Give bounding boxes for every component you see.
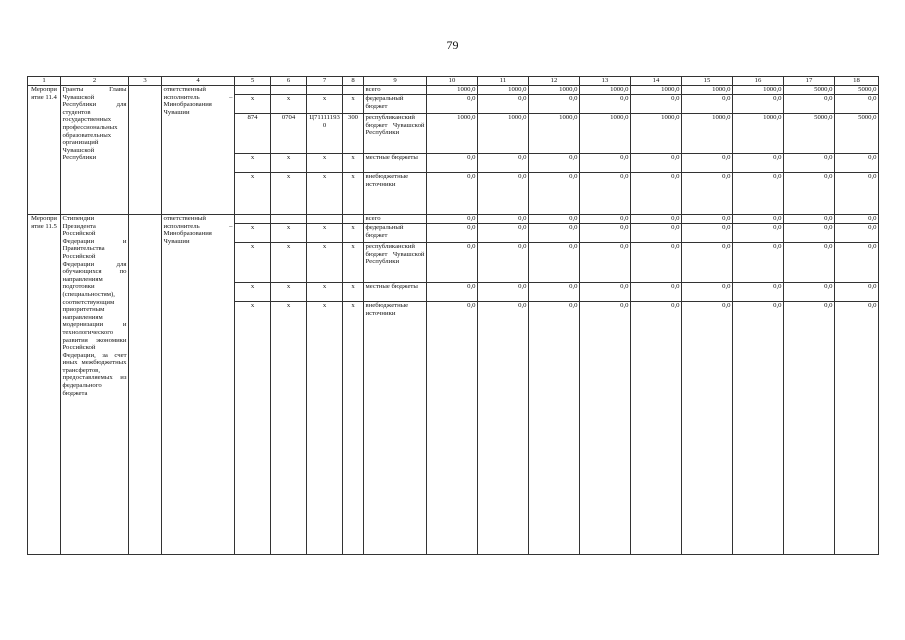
value-cell: 0,0 bbox=[478, 224, 529, 243]
executor-cell: ответственный исполнитель – Минобразования Чувашии bbox=[162, 215, 235, 555]
value-cell: 0,0 bbox=[835, 224, 879, 243]
value-cell: 0,0 bbox=[682, 283, 733, 302]
empty-cell bbox=[129, 215, 162, 555]
value-cell: 0,0 bbox=[478, 173, 529, 215]
value-cell: 0,0 bbox=[835, 95, 879, 114]
value-cell: 0,0 bbox=[631, 302, 682, 555]
value-cell: 0,0 bbox=[478, 302, 529, 555]
value-cell: 1000,0 bbox=[733, 114, 784, 154]
value-cell: 0,0 bbox=[427, 302, 478, 555]
expense-type-cell bbox=[343, 215, 364, 224]
col-header-4: 4 bbox=[162, 77, 235, 86]
value-cell: 1000,0 bbox=[478, 114, 529, 154]
value-cell: 1000,0 bbox=[529, 86, 580, 95]
value-cell: 1000,0 bbox=[427, 114, 478, 154]
funding-source-cell: местные бюджеты bbox=[364, 283, 427, 302]
value-cell: 0,0 bbox=[835, 173, 879, 215]
section-code-cell: х bbox=[271, 243, 307, 283]
value-cell: 0,0 bbox=[427, 243, 478, 283]
value-cell: 0,0 bbox=[784, 173, 835, 215]
value-cell: 0,0 bbox=[580, 302, 631, 555]
section-code-cell: х bbox=[271, 173, 307, 215]
col-header-9: 9 bbox=[364, 77, 427, 86]
value-cell: 0,0 bbox=[529, 243, 580, 283]
funding-table bbox=[27, 76, 879, 555]
expense-type-cell: х bbox=[343, 243, 364, 283]
value-cell: 0,0 bbox=[631, 154, 682, 173]
value-cell: 0,0 bbox=[784, 154, 835, 173]
value-cell: 0,0 bbox=[580, 215, 631, 224]
event-name-cell: Стипендии Президента Российской Федерации и Правительства Российской Федерации для обучающихся по направлениям подготовки (специальностям), соответствующим приоритетным направлениям модернизации и технологического развития экономики Российской Федерации, за счет иных межбюджетных трансфертов, предоставляемых из федерального бюджета bbox=[61, 215, 129, 555]
value-cell: 0,0 bbox=[427, 215, 478, 224]
value-cell: 0,0 bbox=[733, 154, 784, 173]
empty-cell bbox=[129, 86, 162, 215]
col-header-2: 2 bbox=[61, 77, 129, 86]
value-cell: 0,0 bbox=[733, 243, 784, 283]
target-article-cell bbox=[307, 86, 343, 95]
target-article-cell bbox=[307, 215, 343, 224]
target-article-cell: х bbox=[307, 283, 343, 302]
expense-type-cell bbox=[343, 86, 364, 95]
section-code-cell: х bbox=[271, 224, 307, 243]
value-cell: 1000,0 bbox=[427, 86, 478, 95]
expense-type-cell: х bbox=[343, 95, 364, 114]
target-article-cell: х bbox=[307, 95, 343, 114]
value-cell: 0,0 bbox=[784, 302, 835, 555]
value-cell: 0,0 bbox=[529, 215, 580, 224]
col-header-15: 15 bbox=[682, 77, 733, 86]
value-cell: 0,0 bbox=[733, 283, 784, 302]
section-code-cell: х bbox=[271, 283, 307, 302]
value-cell: 0,0 bbox=[733, 224, 784, 243]
value-cell: 0,0 bbox=[682, 95, 733, 114]
target-article-cell: х bbox=[307, 154, 343, 173]
value-cell: 0,0 bbox=[835, 154, 879, 173]
expense-type-cell: х bbox=[343, 173, 364, 215]
grbs-code-cell: х bbox=[235, 154, 271, 173]
value-cell: 0,0 bbox=[478, 154, 529, 173]
grbs-code-cell: х bbox=[235, 243, 271, 283]
col-header-12: 12 bbox=[529, 77, 580, 86]
value-cell: 0,0 bbox=[529, 95, 580, 114]
funding-source-cell: внебюджетные источники bbox=[364, 302, 427, 555]
value-cell: 0,0 bbox=[682, 173, 733, 215]
value-cell: 0,0 bbox=[580, 173, 631, 215]
grbs-code-cell: х bbox=[235, 224, 271, 243]
value-cell: 5000,0 bbox=[784, 86, 835, 95]
table-row bbox=[28, 215, 879, 224]
value-cell: 0,0 bbox=[682, 154, 733, 173]
grbs-code-cell: х bbox=[235, 95, 271, 114]
value-cell: 0,0 bbox=[631, 173, 682, 215]
col-header-6: 6 bbox=[271, 77, 307, 86]
col-header-14: 14 bbox=[631, 77, 682, 86]
value-cell: 0,0 bbox=[580, 224, 631, 243]
value-cell: 0,0 bbox=[631, 243, 682, 283]
col-header-8: 8 bbox=[343, 77, 364, 86]
col-header-16: 16 bbox=[733, 77, 784, 86]
col-header-13: 13 bbox=[580, 77, 631, 86]
value-cell: 0,0 bbox=[427, 95, 478, 114]
section-code-cell: х bbox=[271, 95, 307, 114]
value-cell: 0,0 bbox=[478, 243, 529, 283]
value-cell: 5000,0 bbox=[784, 114, 835, 154]
value-cell: 0,0 bbox=[478, 215, 529, 224]
page-number: 79 bbox=[446, 38, 459, 52]
grbs-code-cell: х bbox=[235, 302, 271, 555]
target-article-cell: х bbox=[307, 224, 343, 243]
value-cell: 1000,0 bbox=[733, 86, 784, 95]
header-row bbox=[28, 77, 879, 86]
value-cell: 0,0 bbox=[784, 215, 835, 224]
value-cell: 1000,0 bbox=[682, 114, 733, 154]
value-cell: 0,0 bbox=[682, 215, 733, 224]
value-cell: 5000,0 bbox=[835, 114, 879, 154]
value-cell: 1000,0 bbox=[478, 86, 529, 95]
value-cell: 0,0 bbox=[784, 283, 835, 302]
value-cell: 0,0 bbox=[427, 154, 478, 173]
value-cell: 0,0 bbox=[529, 224, 580, 243]
value-cell: 0,0 bbox=[682, 243, 733, 283]
value-cell: 0,0 bbox=[529, 302, 580, 555]
table-row bbox=[28, 86, 879, 95]
funding-source-cell: федеральный бюджет bbox=[364, 224, 427, 243]
expense-type-cell: х bbox=[343, 283, 364, 302]
value-cell: 0,0 bbox=[835, 283, 879, 302]
value-cell: 0,0 bbox=[529, 154, 580, 173]
expense-type-cell: х bbox=[343, 224, 364, 243]
value-cell: 0,0 bbox=[478, 95, 529, 114]
value-cell: 1000,0 bbox=[631, 86, 682, 95]
grbs-code-cell: х bbox=[235, 283, 271, 302]
value-cell: 0,0 bbox=[478, 283, 529, 302]
value-cell: 0,0 bbox=[733, 302, 784, 555]
funding-source-cell: всего bbox=[364, 215, 427, 224]
value-cell: 0,0 bbox=[631, 224, 682, 243]
value-cell: 0,0 bbox=[427, 224, 478, 243]
executor-cell: ответственный исполнитель – Минобразования Чувашии bbox=[162, 86, 235, 215]
event-number-cell: Мероприятие 11.4 bbox=[28, 86, 61, 215]
event-number-cell: Мероприятие 11.5 bbox=[28, 215, 61, 555]
value-cell: 1000,0 bbox=[580, 114, 631, 154]
value-cell: 1000,0 bbox=[580, 86, 631, 95]
section-code-cell bbox=[271, 86, 307, 95]
col-header-11: 11 bbox=[478, 77, 529, 86]
target-article-cell: х bbox=[307, 173, 343, 215]
funding-source-cell: республиканский бюджет Чувашской Республики bbox=[364, 114, 427, 154]
expense-type-cell: х bbox=[343, 154, 364, 173]
value-cell: 0,0 bbox=[631, 95, 682, 114]
value-cell: 5000,0 bbox=[835, 86, 879, 95]
value-cell: 1000,0 bbox=[682, 86, 733, 95]
target-article-cell: х bbox=[307, 243, 343, 283]
funding-source-cell: республиканский бюджет Чувашской Республики bbox=[364, 243, 427, 283]
target-article-cell: Ц711111930 bbox=[307, 114, 343, 154]
expense-type-cell: 300 bbox=[343, 114, 364, 154]
funding-source-cell: всего bbox=[364, 86, 427, 95]
value-cell: 0,0 bbox=[682, 302, 733, 555]
value-cell: 0,0 bbox=[733, 215, 784, 224]
col-header-7: 7 bbox=[307, 77, 343, 86]
value-cell: 0,0 bbox=[427, 173, 478, 215]
value-cell: 0,0 bbox=[784, 95, 835, 114]
col-header-17: 17 bbox=[784, 77, 835, 86]
value-cell: 0,0 bbox=[580, 154, 631, 173]
value-cell: 0,0 bbox=[835, 215, 879, 224]
grbs-code-cell bbox=[235, 86, 271, 95]
section-code-cell bbox=[271, 215, 307, 224]
grbs-code-cell: 874 bbox=[235, 114, 271, 154]
value-cell: 0,0 bbox=[835, 243, 879, 283]
funding-source-cell: местные бюджеты bbox=[364, 154, 427, 173]
value-cell: 0,0 bbox=[631, 283, 682, 302]
section-code-cell: х bbox=[271, 154, 307, 173]
col-header-10: 10 bbox=[427, 77, 478, 86]
funding-source-cell: внебюджетные источники bbox=[364, 173, 427, 215]
value-cell: 1000,0 bbox=[631, 114, 682, 154]
value-cell: 1000,0 bbox=[529, 114, 580, 154]
target-article-cell: х bbox=[307, 302, 343, 555]
expense-type-cell: х bbox=[343, 302, 364, 555]
event-name-cell: Гранты Главы Чувашской Республики для студентов государственных профессиональных образовательных организаций Чувашской Республики bbox=[61, 86, 129, 215]
value-cell: 0,0 bbox=[580, 243, 631, 283]
col-header-5: 5 bbox=[235, 77, 271, 86]
value-cell: 0,0 bbox=[580, 95, 631, 114]
value-cell: 0,0 bbox=[529, 283, 580, 302]
value-cell: 0,0 bbox=[733, 95, 784, 114]
value-cell: 0,0 bbox=[682, 224, 733, 243]
section-code-cell: х bbox=[271, 302, 307, 555]
grbs-code-cell bbox=[235, 215, 271, 224]
col-header-18: 18 bbox=[835, 77, 879, 86]
value-cell: 0,0 bbox=[580, 283, 631, 302]
section-code-cell: 0704 bbox=[271, 114, 307, 154]
value-cell: 0,0 bbox=[631, 215, 682, 224]
funding-source-cell: федеральный бюджет bbox=[364, 95, 427, 114]
value-cell: 0,0 bbox=[733, 173, 784, 215]
grbs-code-cell: х bbox=[235, 173, 271, 215]
value-cell: 0,0 bbox=[529, 173, 580, 215]
value-cell: 0,0 bbox=[784, 243, 835, 283]
value-cell: 0,0 bbox=[835, 302, 879, 555]
col-header-3: 3 bbox=[129, 77, 162, 86]
value-cell: 0,0 bbox=[784, 224, 835, 243]
col-header-1: 1 bbox=[28, 77, 61, 86]
value-cell: 0,0 bbox=[427, 283, 478, 302]
